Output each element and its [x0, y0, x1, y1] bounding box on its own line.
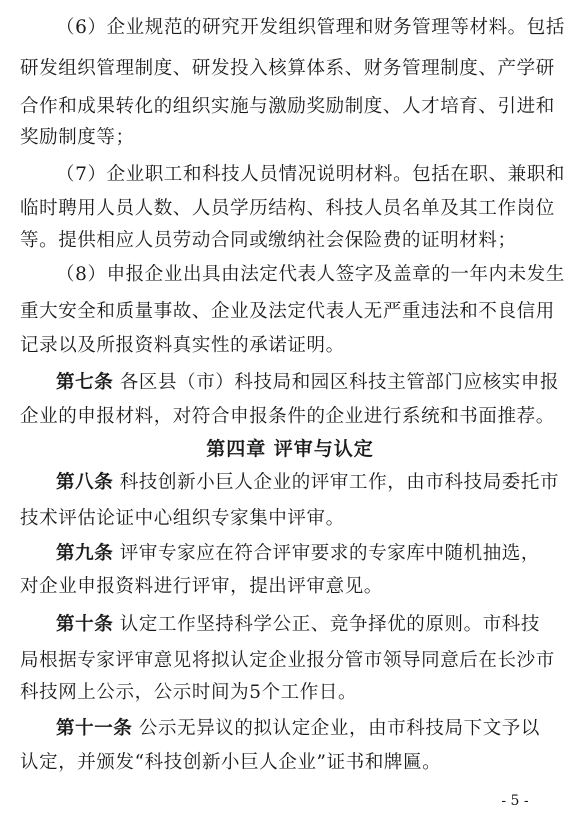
article-11-line-1: [56, 716, 566, 742]
item-7-line-2: 临时聘用人员人数、人员学历结构、科技人员名单及其工作岗位: [20, 198, 555, 219]
article-8-line-2: 技术评估论证中心组织专家集中评审。: [20, 508, 345, 529]
article-10-line-3: 科技网上公示，公示时间为5个工作日。: [20, 682, 358, 703]
item-6-line-1: （6）企业规范的研究开发组织管理和财务管理等材料。包括: [56, 17, 565, 38]
article-10-line-2: 局根据专家评审意见将拟认定企业报分管市领导同意后在长沙市: [20, 650, 555, 671]
article-7-line-2: 企业的申报材料，对符合申报条件的企业进行系统和书面推荐。: [20, 406, 555, 427]
article-7-label: 第七条: [56, 372, 114, 393]
article-8-text: 科技创新小巨人企业的评审工作，由市科技局委托市: [119, 472, 560, 493]
article-9-line-2: 对企业申报资料进行评审，提出评审意见。: [20, 576, 383, 597]
article-7-text: 各区县（市）科技局和园区科技主管部门应核实申报: [119, 372, 560, 393]
article-7-line-1: [56, 370, 566, 396]
article-8-line-1: [56, 470, 566, 496]
item-8-line-1: （8）申报企业出具由法定代表人签字及盖章的一年内未发生: [56, 264, 565, 285]
item-6-line-4: 奖励制度等；: [20, 127, 135, 148]
item-6-line-3: 合作和成果转化的组织实施与激励奖励制度、人才培育、引进和: [20, 96, 555, 117]
item-8-line-3: 记录以及所报资料真实性的承诺证明。: [20, 335, 345, 356]
item-7-line-3: 等。提供相应人员劳动合同或缴纳社会保险费的证明材料；: [20, 230, 517, 251]
article-11-label: 第十一条: [56, 718, 133, 739]
chapter-heading: 第四章 评审与认定: [206, 438, 374, 460]
item-8-line-2: 重大安全和质量事故、企业及法定代表人无严重违法和不良信用: [20, 301, 555, 322]
article-9-line-1: [56, 541, 566, 567]
article-9-label: 第九条: [56, 543, 114, 564]
item-6-line-2: 研发组织管理制度、研发投入核算体系、财务管理制度、产学研: [20, 58, 555, 79]
page-number: - 5 -: [501, 793, 529, 809]
article-11-line-2: 认定，并颁发“科技创新小巨人企业”证书和牌匾。: [20, 752, 442, 773]
article-9-text: 评审专家应在符合评审要求的专家库中随机抽选，: [119, 543, 540, 564]
article-10-text: 认定工作坚持科学公正、竞争择优的原则。市科技: [119, 614, 540, 635]
article-10-line-1: [56, 612, 566, 638]
item-7-line-1: （7）企业职工和科技人员情况说明材料。包括在职、兼职和: [56, 164, 565, 185]
article-10-label: 第十条: [56, 614, 114, 635]
article-11-text: 公示无异议的拟认定企业，由市科技局下文予以: [138, 718, 540, 739]
article-8-label: 第八条: [56, 472, 114, 493]
